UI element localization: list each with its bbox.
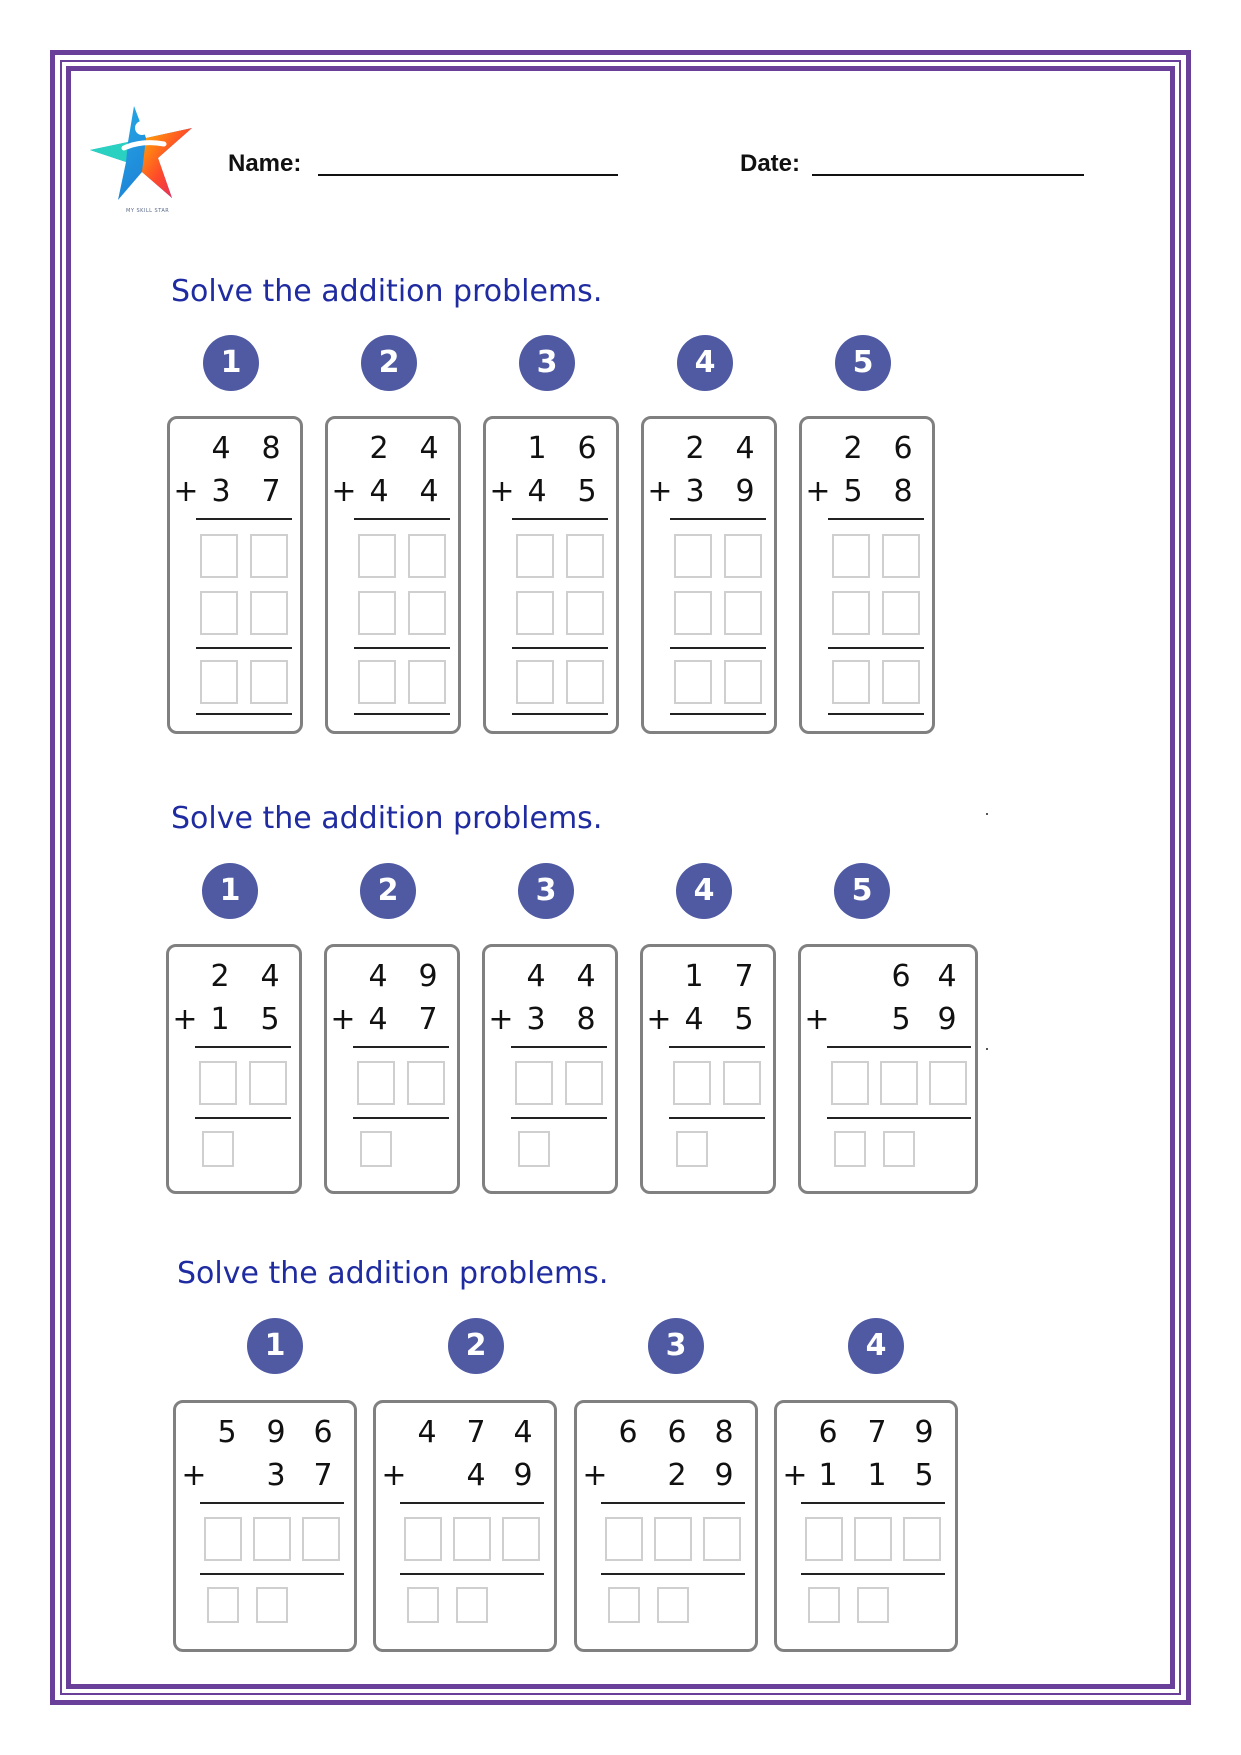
addend-digit: 5 (734, 1002, 754, 1037)
addend-digit: 5 (260, 1002, 280, 1037)
answer-box[interactable] (805, 1517, 843, 1561)
stray-dot (986, 813, 988, 815)
sum-line (669, 1046, 765, 1048)
plus-sign: + (804, 1002, 830, 1037)
sum-line (200, 1573, 344, 1575)
answer-box[interactable] (453, 1517, 491, 1561)
addend-digit: 7 (261, 474, 281, 509)
carry-box[interactable] (207, 1587, 239, 1623)
addend-digit: 8 (714, 1415, 734, 1450)
addend-digit: 6 (618, 1415, 638, 1450)
addend-digit: 7 (313, 1458, 333, 1493)
addend-digit: 4 (211, 431, 231, 466)
problem-number-badge: 4 (848, 1318, 904, 1374)
problem-card (324, 944, 460, 1194)
addend-digit: 2 (210, 959, 230, 994)
date-label: Date: (740, 150, 801, 177)
addend-digit: 1 (867, 1458, 887, 1493)
answer-box[interactable] (516, 534, 554, 578)
answer-box[interactable] (407, 1061, 445, 1105)
answer-box[interactable] (854, 1517, 892, 1561)
answer-box[interactable] (502, 1517, 540, 1561)
addend-digit: 4 (368, 1002, 388, 1037)
answer-box[interactable] (565, 1061, 603, 1105)
sum-line (828, 713, 924, 715)
answer-box[interactable] (832, 660, 870, 704)
answer-box[interactable] (199, 1061, 237, 1105)
answer-box[interactable] (566, 534, 604, 578)
sum-line (511, 1046, 607, 1048)
addend-digit: 5 (914, 1458, 934, 1493)
addend-digit: 4 (419, 431, 439, 466)
plus-sign: + (646, 1002, 672, 1037)
sum-line (196, 647, 292, 649)
sum-line (601, 1573, 745, 1575)
addend-digit: 6 (818, 1415, 838, 1450)
addend-digit: 4 (576, 959, 596, 994)
problem-number-badge: 2 (360, 863, 416, 919)
problem-number-badge: 4 (677, 335, 733, 391)
addend-digit: 4 (369, 474, 389, 509)
sum-line (511, 1117, 607, 1119)
section-1-heading: Solve the addition problems. (171, 274, 603, 309)
plus-sign: + (330, 1002, 356, 1037)
addend-digit: 4 (937, 959, 957, 994)
addend-digit: 2 (685, 431, 705, 466)
date-field[interactable] (812, 174, 1084, 176)
addend-digit: 3 (685, 474, 705, 509)
addend-digit: 8 (261, 431, 281, 466)
plus-sign: + (381, 1458, 407, 1493)
carry-box[interactable] (834, 1131, 866, 1167)
plus-sign: + (172, 1002, 198, 1037)
sum-line (353, 1117, 449, 1119)
carry-box[interactable] (608, 1587, 640, 1623)
addend-digit: 2 (369, 431, 389, 466)
sum-line (354, 518, 450, 520)
problem-number-badge: 5 (834, 863, 890, 919)
sum-line (200, 1502, 344, 1504)
addend-digit: 5 (843, 474, 863, 509)
answer-box[interactable] (882, 660, 920, 704)
problem-card (774, 1400, 958, 1652)
addend-digit: 9 (937, 1002, 957, 1037)
problem-card (798, 944, 978, 1194)
addend-digit: 1 (818, 1458, 838, 1493)
answer-box[interactable] (882, 534, 920, 578)
answer-box[interactable] (358, 534, 396, 578)
carry-box[interactable] (518, 1131, 550, 1167)
sum-line (801, 1573, 945, 1575)
carry-box[interactable] (360, 1131, 392, 1167)
addend-digit: 3 (526, 1002, 546, 1037)
plus-sign: + (489, 474, 515, 509)
sum-line (195, 1046, 291, 1048)
answer-box[interactable] (250, 534, 288, 578)
star-logo-icon (84, 100, 204, 218)
answer-box[interactable] (408, 591, 446, 635)
sum-line (195, 1117, 291, 1119)
answer-box[interactable] (200, 591, 238, 635)
answer-box[interactable] (880, 1061, 918, 1105)
sum-line (828, 647, 924, 649)
problem-card (574, 1400, 758, 1652)
carry-box[interactable] (657, 1587, 689, 1623)
problem-card (373, 1400, 557, 1652)
carry-box[interactable] (676, 1131, 708, 1167)
addend-digit: 1 (210, 1002, 230, 1037)
answer-box[interactable] (358, 660, 396, 704)
addend-digit: 7 (867, 1415, 887, 1450)
problem-card (325, 416, 461, 734)
addend-digit: 4 (419, 474, 439, 509)
problem-number-badge: 1 (203, 335, 259, 391)
answer-box[interactable] (674, 660, 712, 704)
answer-box[interactable] (253, 1517, 291, 1561)
answer-box[interactable] (903, 1517, 941, 1561)
answer-box[interactable] (703, 1517, 741, 1561)
sum-line (400, 1502, 544, 1504)
addend-digit: 7 (466, 1415, 486, 1450)
problem-card (482, 944, 618, 1194)
answer-box[interactable] (200, 660, 238, 704)
problem-card (640, 944, 776, 1194)
problem-card (799, 416, 935, 734)
answer-box[interactable] (724, 534, 762, 578)
addend-digit: 4 (260, 959, 280, 994)
carry-box[interactable] (202, 1131, 234, 1167)
answer-box[interactable] (515, 1061, 553, 1105)
addend-digit: 8 (893, 474, 913, 509)
answer-box[interactable] (302, 1517, 340, 1561)
plus-sign: + (647, 474, 673, 509)
carry-box[interactable] (456, 1587, 488, 1623)
carry-box[interactable] (407, 1587, 439, 1623)
addend-digit: 6 (893, 431, 913, 466)
problem-number-badge: 3 (519, 335, 575, 391)
carry-box[interactable] (808, 1587, 840, 1623)
problem-number-badge: 5 (835, 335, 891, 391)
answer-box[interactable] (674, 591, 712, 635)
addend-digit: 5 (891, 1002, 911, 1037)
plus-sign: + (331, 474, 357, 509)
answer-box[interactable] (358, 591, 396, 635)
answer-box[interactable] (566, 591, 604, 635)
addend-digit: 6 (577, 431, 597, 466)
logo-caption: MY SKILL STAR (126, 208, 170, 214)
sum-line (354, 713, 450, 715)
addend-digit: 6 (667, 1415, 687, 1450)
answer-box[interactable] (832, 534, 870, 578)
answer-box[interactable] (516, 591, 554, 635)
answer-box[interactable] (404, 1517, 442, 1561)
answer-box[interactable] (204, 1517, 242, 1561)
addend-digit: 3 (266, 1458, 286, 1493)
answer-box[interactable] (882, 591, 920, 635)
problem-number-badge: 2 (361, 335, 417, 391)
answer-box[interactable] (724, 591, 762, 635)
carry-box[interactable] (256, 1587, 288, 1623)
addend-digit: 4 (466, 1458, 486, 1493)
stray-dot (986, 1048, 988, 1050)
answer-box[interactable] (723, 1061, 761, 1105)
sum-line (400, 1573, 544, 1575)
addend-digit: 4 (735, 431, 755, 466)
problem-card (173, 1400, 357, 1652)
sum-line (828, 518, 924, 520)
sum-line (669, 1117, 765, 1119)
answer-box[interactable] (516, 660, 554, 704)
problem-number-badge: 1 (202, 863, 258, 919)
problem-number-badge: 4 (676, 863, 732, 919)
carry-box[interactable] (857, 1587, 889, 1623)
addend-digit: 9 (513, 1458, 533, 1493)
answer-box[interactable] (249, 1061, 287, 1105)
plus-sign: + (173, 474, 199, 509)
sum-line (801, 1502, 945, 1504)
sum-line (827, 1046, 971, 1048)
name-label: Name: (228, 150, 302, 177)
answer-box[interactable] (673, 1061, 711, 1105)
addend-digit: 4 (526, 959, 546, 994)
addend-digit: 2 (843, 431, 863, 466)
answer-box[interactable] (250, 591, 288, 635)
addend-digit: 6 (313, 1415, 333, 1450)
addend-digit: 4 (513, 1415, 533, 1450)
addend-digit: 8 (576, 1002, 596, 1037)
addend-digit: 9 (266, 1415, 286, 1450)
problem-card (166, 944, 302, 1194)
answer-box[interactable] (929, 1061, 967, 1105)
answer-box[interactable] (408, 660, 446, 704)
answer-box[interactable] (605, 1517, 643, 1561)
problem-card (167, 416, 303, 734)
sum-line (670, 647, 766, 649)
answer-box[interactable] (566, 660, 604, 704)
addend-digit: 1 (527, 431, 547, 466)
sum-line (670, 713, 766, 715)
sum-line (512, 713, 608, 715)
answer-box[interactable] (357, 1061, 395, 1105)
plus-sign: + (488, 1002, 514, 1037)
answer-box[interactable] (724, 660, 762, 704)
answer-box[interactable] (831, 1061, 869, 1105)
problem-card (483, 416, 619, 734)
answer-box[interactable] (654, 1517, 692, 1561)
sum-line (512, 647, 608, 649)
problem-number-badge: 1 (247, 1318, 303, 1374)
addend-digit: 7 (418, 1002, 438, 1037)
problem-number-badge: 3 (518, 863, 574, 919)
sum-line (512, 518, 608, 520)
sum-line (827, 1117, 971, 1119)
name-field[interactable] (318, 174, 618, 176)
problem-number-badge: 3 (648, 1318, 704, 1374)
addend-digit: 2 (667, 1458, 687, 1493)
sum-line (354, 647, 450, 649)
sum-line (601, 1502, 745, 1504)
plus-sign: + (805, 474, 831, 509)
section-2-heading: Solve the addition problems. (171, 801, 603, 836)
carry-box[interactable] (883, 1131, 915, 1167)
addend-digit: 1 (684, 959, 704, 994)
sum-line (196, 713, 292, 715)
plus-sign: + (782, 1458, 808, 1493)
problem-card (641, 416, 777, 734)
plus-sign: + (181, 1458, 207, 1493)
answer-box[interactable] (408, 534, 446, 578)
addend-digit: 6 (891, 959, 911, 994)
addend-digit: 4 (368, 959, 388, 994)
addend-digit: 5 (217, 1415, 237, 1450)
addend-digit: 9 (914, 1415, 934, 1450)
answer-box[interactable] (250, 660, 288, 704)
sum-line (196, 518, 292, 520)
sum-line (353, 1046, 449, 1048)
addend-digit: 4 (684, 1002, 704, 1037)
addend-digit: 4 (417, 1415, 437, 1450)
answer-box[interactable] (674, 534, 712, 578)
section-3-heading: Solve the addition problems. (177, 1256, 609, 1291)
plus-sign: + (582, 1458, 608, 1493)
addend-digit: 9 (418, 959, 438, 994)
problem-number-badge: 2 (448, 1318, 504, 1374)
addend-digit: 5 (577, 474, 597, 509)
addend-digit: 3 (211, 474, 231, 509)
answer-box[interactable] (832, 591, 870, 635)
answer-box[interactable] (200, 534, 238, 578)
addend-digit: 4 (527, 474, 547, 509)
addend-digit: 7 (734, 959, 754, 994)
addend-digit: 9 (714, 1458, 734, 1493)
sum-line (670, 518, 766, 520)
addend-digit: 9 (735, 474, 755, 509)
